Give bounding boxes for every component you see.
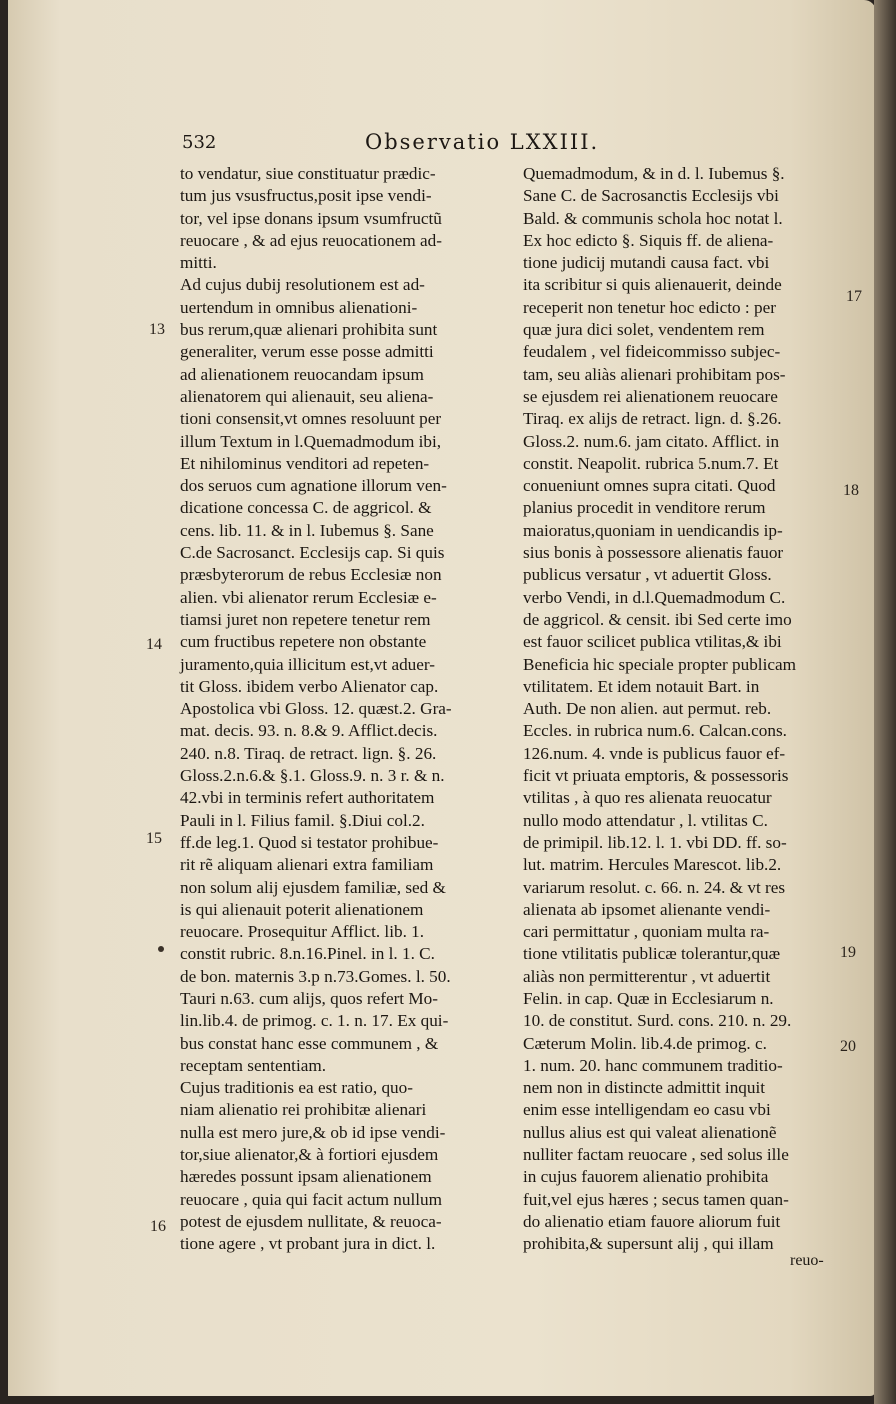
right-text-line: in cujus fauorem alienatio prohibita	[523, 1167, 769, 1187]
left-text-column	[180, 163, 506, 1256]
running-title: Observatio LXXIII.	[365, 130, 600, 154]
right-text-line: ficit vt priuata emptoris, & possessoris	[523, 766, 789, 786]
left-text-line: mitti.	[180, 253, 217, 273]
right-text-line: aliàs non permitterentur , vt aduertit	[523, 966, 771, 986]
left-text-line: dos seruos cum agnatione illorum ven-	[180, 476, 447, 496]
right-text-line: Bald. & communis schola hoc notat l.	[523, 208, 783, 228]
margin-number-16: 16	[150, 1218, 166, 1235]
folio-number: 532	[182, 132, 217, 153]
right-text-line: Quemadmodum, & in d. l. Iubemus §.	[523, 164, 785, 183]
left-text-line: illum Textum in l.Quemadmodum ibi,	[180, 431, 442, 451]
right-text-column	[523, 163, 851, 1256]
right-text-line: planius procedit in venditore rerum	[523, 498, 766, 518]
margin-number-14: 14	[146, 636, 162, 653]
left-text-line: tum jus vsusfructus,posit ipse vendi-	[180, 186, 432, 206]
margin-number-13: 13	[149, 321, 165, 338]
left-text-line: constit rubric. 8.n.16.Pinel. in l. 1. C.	[180, 944, 435, 964]
left-text-line: alienatorem qui alienauit, seu aliena-	[180, 386, 434, 406]
right-text-line: verbo Vendi, in d.l.Quemadmodum C.	[523, 587, 786, 607]
right-text-line: tione judicij mutandi causa fact. vbi	[523, 253, 770, 273]
right-text-line: 10. de constitut. Surd. cons. 210. n. 29.	[523, 1011, 792, 1031]
right-text-line: 1. num. 20. hanc communem traditio-	[523, 1055, 783, 1075]
margin-number-15: 15	[146, 830, 162, 847]
right-text-line: tione vtilitatis publicæ tolerantur,quæ	[523, 944, 781, 964]
margin-number-17: 17	[846, 288, 862, 305]
left-text-line: mat. decis. 93. n. 8.& 9. Afflict.decis.	[180, 721, 438, 741]
left-text-line: dicatione concessa C. de aggricol. &	[180, 498, 432, 518]
right-text-line: constit. Neapolit. rubrica 5.num.7. Et	[523, 453, 779, 473]
left-text-line: Et nihilominus venditori ad repeten-	[180, 453, 430, 473]
right-text-line: tam, seu aliàs alienari prohibitam pos-	[523, 364, 786, 384]
right-text-line: Auth. De non alien. aut permut. reb.	[523, 699, 772, 719]
right-text-line: do alienatio etiam fauore aliorum fuit	[523, 1211, 781, 1231]
left-text-line: hæredes possunt ipsam alienationem	[180, 1167, 432, 1187]
left-text-line: generaliter, verum esse posse admitti	[180, 342, 434, 362]
right-text-line: 126.num. 4. vnde is publicus fauor ef-	[523, 743, 786, 763]
left-text-line: to vendatur, siue constituatur prædic-	[180, 164, 436, 183]
right-text-line: variarum resolut. c. 66. n. 24. & vt res	[523, 877, 786, 897]
left-text-line: niam alienatio rei prohibitæ alienari	[180, 1100, 427, 1120]
right-text-line: Sane C. de Sacrosanctis Ecclesijs vbi	[523, 186, 779, 206]
left-text-line: juramento,quia illicitum est,vt aduer-	[180, 654, 436, 674]
right-text-line: prohibita,& supersunt alij , qui illam	[523, 1234, 774, 1254]
right-text-line: alienata ab ipsomet alienante vendi-	[523, 899, 771, 919]
left-text-line: bus constat hanc esse communem , &	[180, 1033, 439, 1053]
right-text-line: vtilitas , à quo res alienata reuocatur	[523, 788, 772, 808]
left-text-line: alien. vbi alienator rerum Ecclesiæ e-	[180, 587, 437, 607]
right-text-line: receperit non tenetur hoc edicto : per	[523, 297, 776, 317]
left-text-line: lin.lib.4. de primog. c. 1. n. 17. Ex qui-	[180, 1011, 449, 1031]
right-text-line: de aggricol. & censit. ibi Sed certe imo	[523, 609, 792, 629]
left-text-line: præsbyterorum de rebus Ecclesiæ non	[180, 565, 442, 585]
right-text-line: cari permittatur , quoniam multa ra-	[523, 922, 770, 942]
right-text-line: enim esse intelligendam eo casu vbi	[523, 1100, 771, 1120]
right-text-line: Cæterum Molin. lib.4.de primog. c.	[523, 1033, 767, 1053]
left-text-line: Tauri n.63. cum alijs, quos refert Mo-	[180, 988, 438, 1008]
right-text-line: conueniunt omnes supra citati. Quod	[523, 476, 776, 496]
ink-mark	[158, 946, 164, 952]
right-text-line: sius bonis à possessore alienatis fauor	[523, 543, 784, 563]
right-text-line: de primipil. lib.12. l. 1. vbi DD. ff. so-	[523, 832, 787, 852]
left-text-line: tor,siue alienator,& à fortiori ejusdem	[180, 1145, 439, 1165]
left-text-line: Ad cujus dubij resolutionem est ad-	[180, 275, 425, 295]
right-text-line: ita scribitur si quis alienauerit, deinde	[523, 275, 782, 295]
right-text-line: nullus alius est qui valeat alienationẽ	[523, 1122, 777, 1142]
left-text-line: Gloss.2.n.6.& §.1. Gloss.9. n. 3 r. & n.	[180, 766, 445, 786]
left-text-line: Pauli in l. Filius famil. §.Diui col.2.	[180, 810, 425, 830]
margin-number-20: 20	[840, 1038, 856, 1055]
right-text-line: Beneficia hic speciale propter publicam	[523, 654, 796, 674]
right-text-line: Tiraq. ex alijs de retract. lign. d. §.26.	[523, 409, 782, 429]
right-text-line: vtilitatem. Et idem notauit Bart. in	[523, 676, 760, 696]
margin-number-19: 19	[840, 944, 856, 961]
left-text-line: Cujus traditionis ea est ratio, quo-	[180, 1078, 413, 1098]
left-text-line: receptam sententiam.	[180, 1055, 327, 1075]
left-text-line: potest de ejusdem nullitate, & reuoca-	[180, 1211, 442, 1231]
left-text-line: reuocare , & ad ejus reuocationem ad-	[180, 230, 442, 250]
left-text-line: reuocare , quia qui facit actum nullum	[180, 1189, 443, 1209]
right-text-line: Ex hoc edicto §. Siquis ff. de aliena-	[523, 230, 774, 250]
left-text-line: bus rerum,quæ alienari prohibita sunt	[180, 320, 438, 340]
left-text-line: C.de Sacrosanct. Ecclesijs cap. Si quis	[180, 543, 445, 563]
right-text-line: feudalem , vel fideicommisso subjec-	[523, 342, 781, 362]
right-text-line: Felin. in cap. Quæ in Ecclesiarum n.	[523, 988, 774, 1008]
left-text-line: de bon. maternis 3.p n.73.Gomes. l. 50.	[180, 966, 451, 986]
left-text-line: Apostolica vbi Gloss. 12. quæst.2. Gra-	[180, 699, 452, 719]
right-text-line: lut. matrim. Hercules Marescot. lib.2.	[523, 855, 782, 875]
left-text-line: tiamsi juret non repetere tenetur rem	[180, 609, 431, 629]
left-text-line: 42.vbi in terminis refert authoritatem	[180, 788, 435, 808]
left-text-line: tione agere , vt probant jura in dict. l.	[180, 1234, 436, 1254]
right-text-line: quæ jura dici solet, vendentem rem	[523, 320, 765, 340]
right-text-line: Gloss.2. num.6. jam citato. Afflict. in	[523, 431, 780, 451]
right-text-line: Eccles. in rubrica num.6. Calcan.cons.	[523, 721, 787, 741]
right-text-line: fuit,vel ejus hæres ; secus tamen quan-	[523, 1189, 789, 1209]
right-text-line: nem non in distincte admittit inquit	[523, 1078, 766, 1098]
right-text-line: publicus versatur , vt aduertit Gloss.	[523, 565, 772, 585]
left-text-line: tioni consensit,vt omnes resoluunt per	[180, 409, 442, 429]
left-text-line: ff.de leg.1. Quod si testator prohibue-	[180, 832, 439, 852]
left-text-line: tor, vel ipse donans ipsum vsumfructũ	[180, 208, 442, 228]
left-text-line: ad alienationem reuocandam ipsum	[180, 364, 424, 384]
left-text-line: tit Gloss. ibidem verbo Alienator cap.	[180, 676, 439, 696]
right-text-line: nulliter factam reuocare , sed solus ille	[523, 1145, 789, 1165]
right-text-line: se ejusdem rei alienationem reuocare	[523, 386, 778, 406]
left-text-line: reuocare. Prosequitur Afflict. lib. 1.	[180, 922, 425, 942]
left-text-line: 240. n.8. Tiraq. de retract. lign. §. 26.	[180, 743, 437, 763]
left-text-line: cens. lib. 11. & in l. Iubemus §. Sane	[180, 520, 434, 540]
right-text-line: maioratus,quoniam in uendicandis ip-	[523, 520, 783, 540]
left-text-line: non solum alij ejusdem familiæ, sed &	[180, 877, 446, 897]
right-text-line: nullo modo attendatur , l. vtilitas C.	[523, 810, 768, 830]
right-text-line: est fauor scilicet publica vtilitas,& ibi	[523, 632, 782, 652]
left-text-line: is qui alienauit poterit alienationem	[180, 899, 424, 919]
left-text-line: cum fructibus repetere non obstante	[180, 632, 427, 652]
catchword: reuo-	[790, 1252, 824, 1269]
left-text-line: nulla est mero jure,& ob id ipse vendi-	[180, 1122, 446, 1142]
page-header	[0, 130, 896, 160]
left-text-line: rit rẽ aliquam alienari extra familiam	[180, 855, 434, 875]
book-edge	[874, 0, 896, 1404]
left-text-line: uertendum in omnibus alienationi-	[180, 297, 418, 317]
margin-number-18: 18	[843, 482, 859, 499]
